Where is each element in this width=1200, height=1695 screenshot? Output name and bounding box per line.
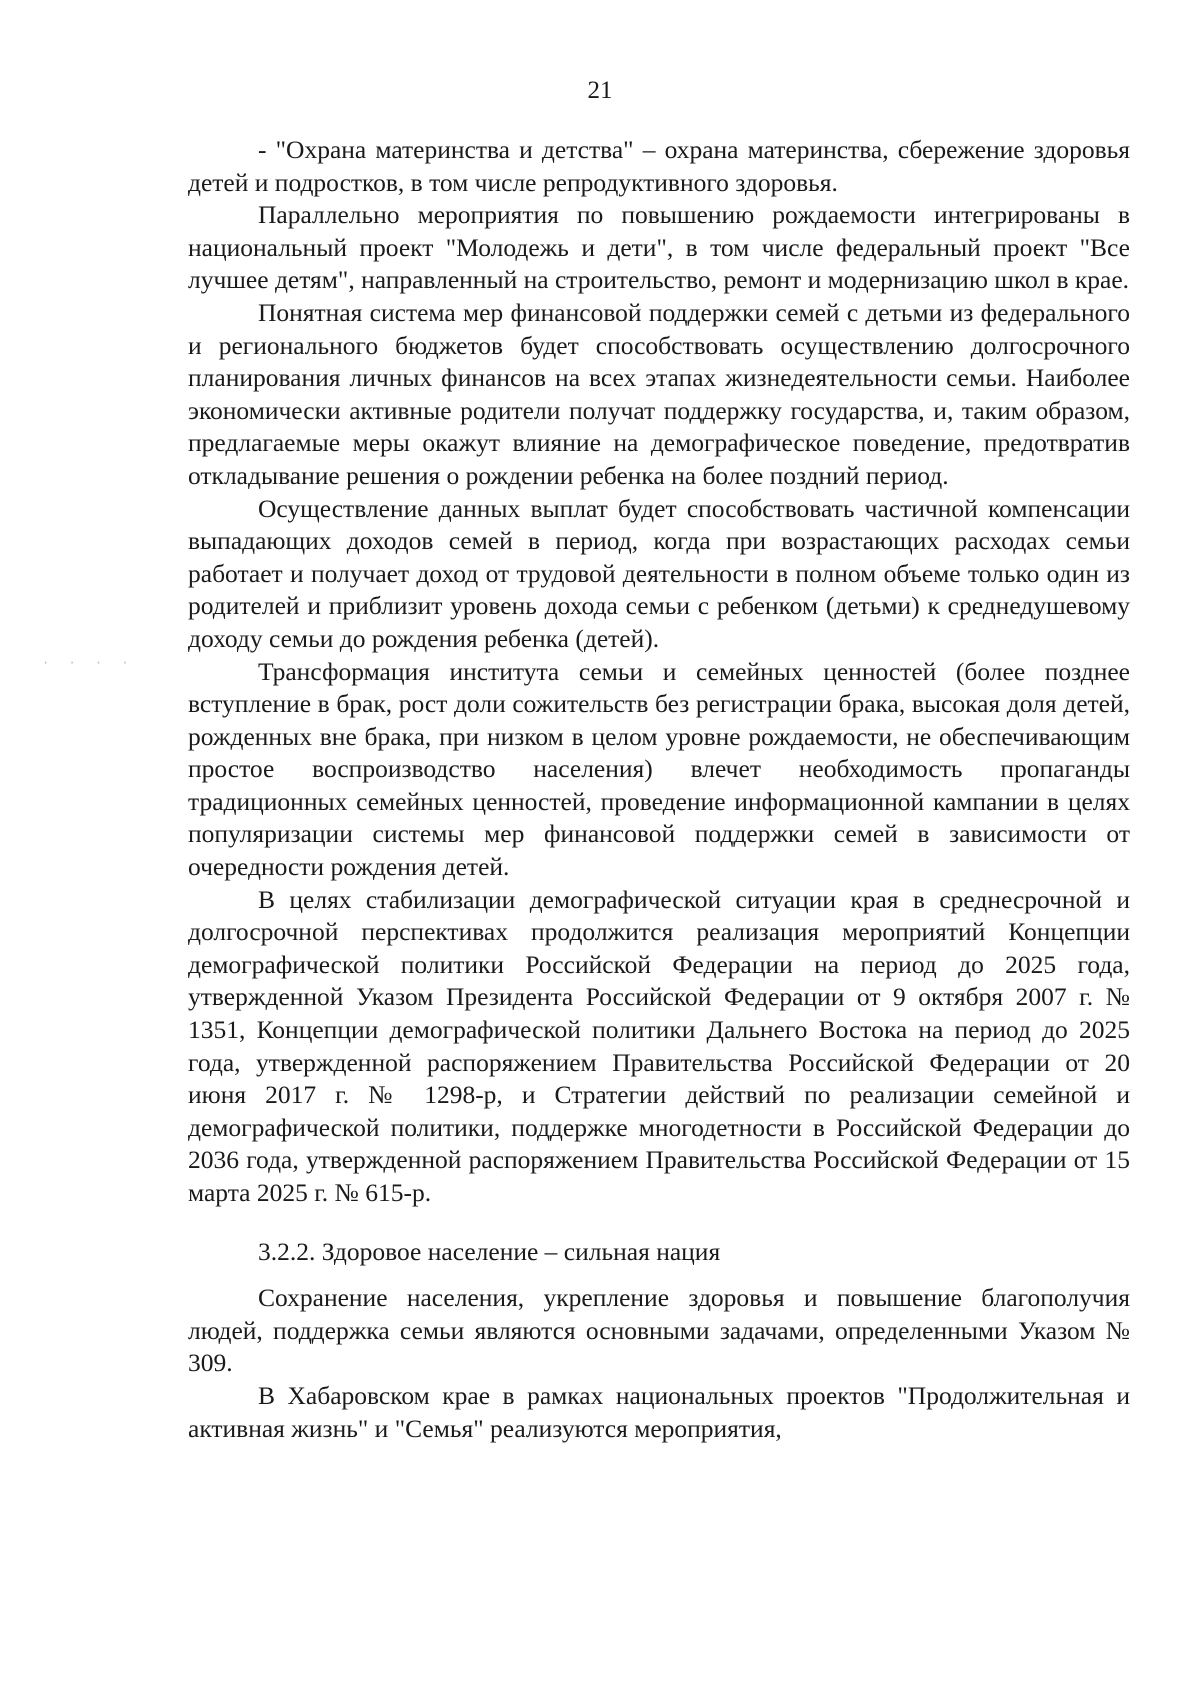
paragraph-payments: Осуществление данных выплат будет способствовать частичной компенсации выпадающих доходов семей в период, когда при возрастающих расходах семьи работает и получает доход от трудовой деятельности в полном объеме только один из родителей и приблизит уровень дохода семьи с ребенком (детьми) к среднедушевому доходу семьи до рождения ребенка (детей). (188, 493, 1130, 653)
section-heading: 3.2.2. Здоровое население – сильная нация (258, 1236, 721, 1266)
scan-artifact: · · · · (42, 656, 135, 670)
paragraph-financial-support: Понятная система мер финансовой поддержки семей с детьми из федерального и регионального бюджетов будет способствовать осуществлению долгосрочного планирования личных финансов на всех этапах жизнедеятельности семьи. Наиболее экономически активные родители получат поддержку государства, и, таким образом, предлагаемые меры окажут влияние на демографическое поведение, предотвратив откладывание решения о рождении ребенка на более поздний период. (188, 297, 1130, 490)
paragraph-maternity-protection: - "Охрана материнства и детства" – охрана материнства, сбережение здоровья детей и подростков, в том числе репродуктивного здоровья. (188, 135, 1130, 197)
paragraph-family-transformation: Трансформация института семьи и семейных ценностей (более позднее вступление в брак, рост доли сожительств без регистрации брака, высокая доля детей, рожденных вне брака, при низком в целом уровне рождаемости, не обеспечивающим простое воспроизводство населения) влечет необходимость пропаганды традиционных семейных ценностей, проведение информационной кампании в целях популяризации системы мер финансовой поддержки семей в зависимости от очередности рождения детей. (188, 656, 1130, 882)
paragraph-khabarovsk-projects: В Хабаровском крае в рамках национальных проектов "Продолжительная и активная жизнь" и "Семья" реализуются мероприятия, (188, 1380, 1130, 1443)
paragraph-demographic-policy: В целях стабилизации демографической ситуации края в среднесрочной и долгосрочной перспективах продолжится реализация мероприятий Концепции демографической политики Российской Федерации на период до 2025 года, утвержденной Указом Президента Российской Федерации от 9 октября 2007 г. № 1351, Концепции демографической политики Дальнего Востока на период до 2025 года, утвержденной распоряжением Правительства Российской Федерации от 20 июня 2017 г. № 1298-р, и Стратегии действий по реализации семейной и демографической политики, поддержке многодетности в Российской Федерации до 2036 года, утвержденной распоряжением Правительства Российской Федерации от 15 марта 2025 г. № 615-р. (188, 884, 1130, 1207)
paragraph-population-health: Сохранение населения, укрепление здоровья и повышение благополучия людей, поддержка семьи являются основными задачами, определенными Указом № 309. (188, 1283, 1130, 1378)
paragraph-national-project: Параллельно мероприятия по повышению рождаемости интегрированы в национальный проект "Молодежь и дети", в том числе федеральный проект "Все лучшее детям", направленный на строительство, ремонт и модернизацию школ в крае. (188, 200, 1130, 295)
page-number: 21 (587, 77, 613, 104)
page-content (188, 134, 1130, 1445)
